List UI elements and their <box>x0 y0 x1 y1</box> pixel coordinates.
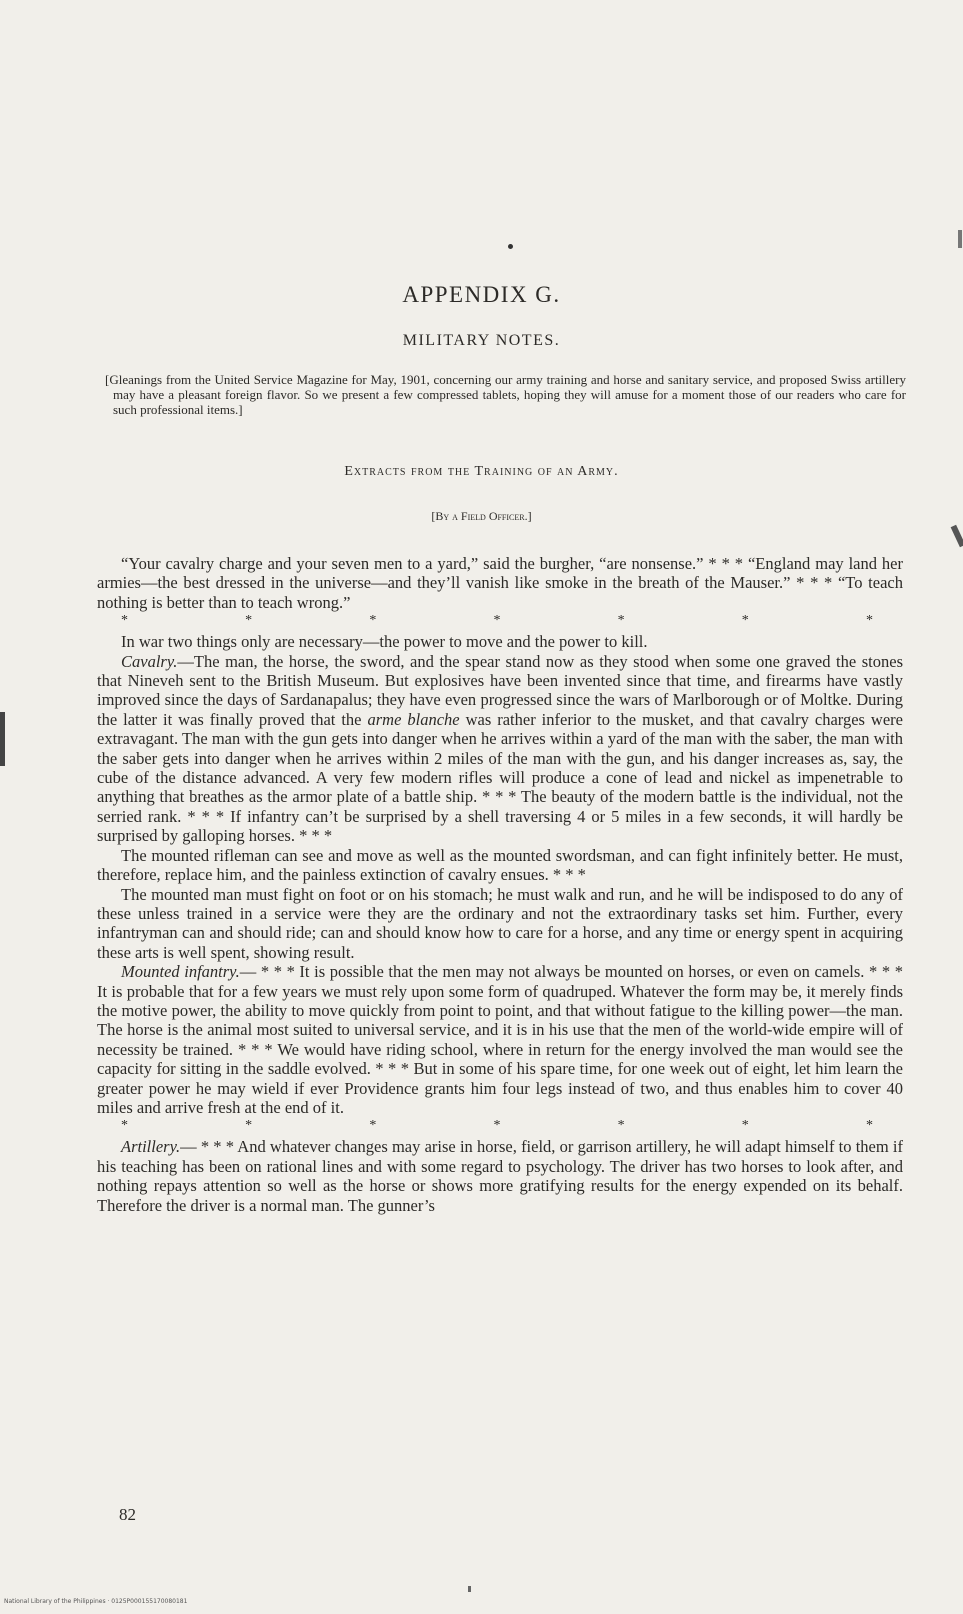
paragraph-mounted-man: The mounted man must fight on foot or on his stomach; he must walk and run, and he will be indisposed to do any of these unless trained in a service were they are the ordinary and not the extraordinary tasks set him. Further, every infantryman can and should ride; can and should know how to care for a horse, and any time or energy spent in acquiring these arts is well spent, showing result. <box>97 884 903 962</box>
scan-edge-mark <box>0 712 5 766</box>
arme-blanche: arme blanche <box>367 709 460 729</box>
star: * <box>245 613 253 629</box>
artillery-label: Artillery. <box>121 1137 181 1157</box>
star: * <box>741 613 749 629</box>
page-number: 82 <box>119 1505 136 1524</box>
paragraph-artillery <box>97 1137 903 1215</box>
scan-footer: National Library of the Philippines · 0125P000155170080181 <box>4 1598 188 1605</box>
star: * <box>493 1118 501 1134</box>
star: * <box>369 1118 377 1134</box>
cavalry-text: —The man, the horse, the sword, and the spear stand now as they stood when some one graved the stones that Nineveh sent to the British Museum. But explosives have been invented since that time, and firearms have vastly improved since the days of Sardanapalus; they have even progressed since the wars of Marlborough or of Moltke. During the latter it was finally proved that the <box>97 651 903 729</box>
star: * <box>121 1118 128 1134</box>
star: * <box>245 1118 253 1134</box>
byline: [By a Field Officer.] <box>431 509 532 523</box>
star: * <box>369 613 377 629</box>
ink-dot <box>508 244 513 249</box>
paragraph-cavalry <box>97 652 903 846</box>
paragraph-war: In war two things only are necessary—the power to move and the power to kill. <box>121 632 648 652</box>
star: * <box>493 613 501 629</box>
paragraph-mounted-infantry <box>97 962 903 1117</box>
mounted-infantry-text: — * * * It is possible that the men may not always be mounted on horses, or even on camels. * * * It is probable that for a few years we must rely upon some form of quadruped. Whatever the form may be, it merely finds the motive power, the ability to move quickly from point to point, and that without fatigue to the killing power—the man. The horse is the animal most suited to universal service, and it is in his use that the men of the world-wide empire will of necessity be trained. * * * We would have riding school, where in return for the energy involved the man would see the capacity for sitting in the saddle evolved. * * * But in some of his spare time, for one week out of eight, let him learn the greater power he may wield if ever Providence grants him four legs instead of two, and thus enables him to cover 40 miles and arrive fresh at the end of it. <box>97 962 903 1117</box>
intro-note: [Gleanings from the United Service Magazine for May, 1901, concerning our army training and horse and sanitary service, and proposed Swiss artillery may have a pleasant foreign flavor. So we present a few compressed tablets, hoping they will amuse for a moment those of our readers who care for such professional items.] <box>105 372 906 417</box>
star: * <box>741 1118 749 1134</box>
cavalry-text-cont: was rather inferior to the musket, and that cavalry charges were extravagant. The man with the gun gets into danger when he arrives within a yard of the man with the saber, the man with the saber gets into danger when he arrives within 2 miles of the man with the gun, and his danger increases as, say, the cube of the distance advanced. A very few modern rifles will produce a cone of lead and nickel as impenetrable to anything that breathes as the armor plate of a battle ship. * * * The beauty of the modern battle is the individual, not the serried rank. * * * If infantry can’t be surprised by a shell traversing 4 or 5 miles in a few seconds, it will hardly be surprised by galloping horses. * * * <box>97 709 903 846</box>
cavalry-label: Cavalry. <box>121 651 178 671</box>
section-title: MILITARY NOTES. <box>402 332 561 349</box>
article-body <box>97 554 903 1215</box>
paragraph-quote: “Your cavalry charge and your seven men to a yard,” said the burgher, “are nonsense.” * * * “England may land her armies—the best dressed in the universe—and they’ll vanish like smoke in the breath of the Mauser.” * * * “To teach nothing is better than to teach wrong.” <box>97 554 903 612</box>
section-break-stars <box>97 1118 903 1134</box>
scan-edge-mark <box>958 230 962 248</box>
mounted-infantry-label: Mounted infantry. <box>121 962 240 982</box>
star: * <box>617 613 625 629</box>
star: * <box>121 613 128 629</box>
section-break-stars <box>97 613 903 629</box>
paragraph-rifleman: The mounted rifleman can see and move as well as the mounted swordsman, and can fight infinitely better. He must, therefore, replace him, and the painless extinction of cavalry ensues. * * * <box>97 845 903 885</box>
star: * <box>865 1118 873 1134</box>
star: * <box>617 1118 625 1134</box>
scan-edge-mark <box>951 525 963 547</box>
star: * <box>865 613 873 629</box>
artillery-text: — * * * And whatever changes may arise in horse, field, or garrison artillery, he will adapt himself to them if his teaching has been on rational lines and with some regard to psychology. The driver has two horses to look after, and nothing repays attention so well as the horse or shows more gratifying results for the energy expended on its behalf. Therefore the driver is a normal man. The gunner’s <box>97 1137 903 1215</box>
scan-edge-mark <box>468 1586 471 1592</box>
extracts-heading: Extracts from the Training of an Army. <box>344 464 619 479</box>
appendix-title: APPENDIX G. <box>402 282 561 307</box>
